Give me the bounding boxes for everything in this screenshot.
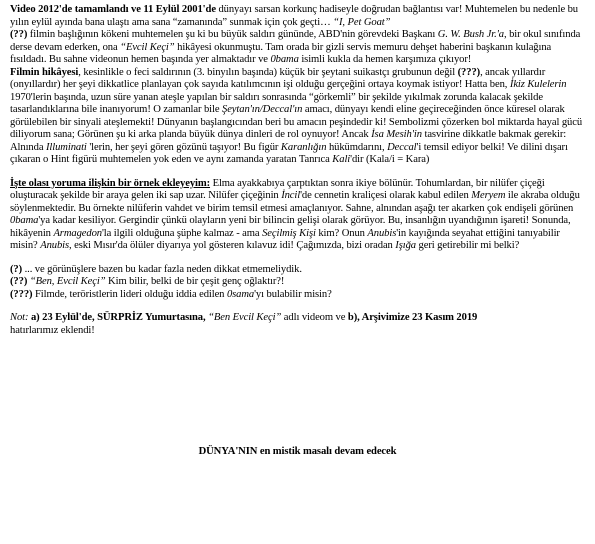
footnote-1 (10, 264, 585, 277)
text-run: tasvirine dikkatle bakmak gerekir: Alnında (10, 129, 567, 153)
spacer (10, 253, 585, 264)
bush-name: G. W. Bush Jr.'a (437, 29, 504, 40)
seytan-deccal: Şeytan'ın/Deccal'ın (222, 104, 303, 115)
text-run: filmin başlığının kökeni muhtemelen şu ki bu büyük saldırı gününde, ABD'nin görevdeki Başkanı (27, 29, 438, 40)
text-run: eski Mısır'da ölüler diyarıya yol gösteren kılavuz idi! Çağımızda, bizi oradan (71, 240, 396, 251)
text-run: ile akraba olduğu söylenmektedir. Bu örnekte nilüferin vahdet ve birim temsil etmesi amaçlanıyor. Sahne, alnından aşağı ter akarken çok endişeli görünen (10, 190, 580, 214)
evcil-keci-title: “Ben, Evcil Keçi” (29, 276, 106, 287)
text-run: , bir okul sınıfında derse devam ederken, ona (10, 29, 581, 53)
text-run: 'la ilgili olduğuna şüphe kalmaz - ama (101, 227, 263, 239)
text-run: kim? Onun (315, 227, 368, 239)
text-run: Elma ayakkabıya çarptıktan sonra ikiye bölünür. Tohumlardan, bir nilüfer çiçeği oluşturacak şekilde bir araya gelen iki sap uzar. Nilüfer çiçeğinin (10, 177, 545, 201)
question-marker: (???) (10, 288, 33, 300)
text-run: Filmde, teröristlerin lideri olduğu iddia edilen (32, 288, 227, 300)
isa-mesih: İsa Mesih'in (371, 129, 422, 140)
text-run: 1970'lerin başında, uzun süre yanan ateşle yapılan bir saldırı sonrasında “görkemli” bir şekilde yıkılmak zorunda kalacak şekilde tasarlandıklarına bile inanıyorum! O zamanlar bile (10, 91, 543, 115)
text-run: dünyayı sarsan korkunç hadiseyle doğrudan bağlantısı var! Muhtemelen bu nedenle bu yılın eylül ayında bana ulaştı ama sana “zamanında” sunmak için çok geçti… (10, 4, 579, 28)
pet-goat-title: “I, Pet Goat” (333, 16, 391, 28)
meryem: Meryem (471, 190, 506, 201)
note-label: Not: (10, 312, 29, 323)
text-run: isimli kukla da hemen karşımıza çıkıyor! (298, 54, 472, 65)
question-marker: (??) (10, 29, 28, 40)
text-run: , kesinlikle o feci saldırının (3. binyılın başında) küçük bir şeytani suikastçı grubunun değil (78, 66, 458, 78)
text-run: 'de cennetin kraliçesi olarak kabul edilen (300, 190, 472, 201)
deccal: Deccal (387, 141, 417, 153)
text-run: 'in kayığında seyahat ettiğini tanıyabilir misin? (10, 227, 560, 251)
obama-name: 0bama (270, 54, 299, 65)
intro-bold-lead: Video 2012'de tamamlandı ve 11 Eylül 2001'de (10, 4, 216, 15)
anubis: Anubis (367, 227, 397, 239)
obama-name: 0bama (10, 215, 39, 226)
text-run: geri getirebilir mi belki? (416, 240, 520, 251)
text-run: 'i temsil ediyor belki! Ve dilini dışarı çıkaran o Hint figürü muhtemelen yok eden ve aynı zamanda yaratan Tanrıca (10, 141, 568, 165)
anubis-2: Anubis, (40, 240, 72, 251)
secilmis-kisi: Seçilmiş Kişi (262, 227, 316, 239)
note-surprise: a) 23 Eylül'de, SÜRPRİZ Yumurtasına, (28, 312, 206, 323)
illuminati: Illuminati (45, 141, 87, 153)
question-marker: (???) (457, 66, 481, 78)
spacer (10, 167, 585, 178)
closing-line: DÜNYA'NIN en mistik masalı devam edecek (198, 446, 397, 457)
text-run: 'lerin, her şeyi gören gözünü taşıyor! Bu figür (86, 141, 281, 153)
twin-towers: İkiz Kulelerin (509, 79, 567, 90)
text-run: 'yı bulabilir misin? (254, 288, 332, 300)
question-marker: (??) (10, 276, 28, 287)
armagedon: Armagedon (53, 227, 102, 239)
incil: İncil (281, 190, 301, 201)
karanligin: Karanlığın (280, 141, 327, 153)
paragraph-story (10, 67, 585, 167)
note-video-title: “Ben Evcil Keçi” (205, 312, 282, 323)
text-run: , ancak yıllardır (onyıllardır) her şeyi dikkatlice planlayan çok sayıda katılımcının işi olduğu gerçeğini ortaya koymak istiyor! Hatta ben, (10, 66, 546, 90)
note-archive: b), Arşivimize 23 Kasım 2019 (347, 312, 478, 323)
isiga: Işığa (395, 240, 416, 251)
text-run: Kim bilir, belki de bir çeşit genç oğlaktır?! (105, 276, 285, 287)
paragraph-interpretation (10, 178, 585, 253)
text-run: ... ve görünüşlere bazen bu kadar fazla neden dikkat etmemeliydik. (22, 263, 302, 275)
footnote-3 (10, 289, 585, 302)
text-run: amacı, dünyayı kendi eline geçireceğinden önce küresel olarak görülebilen bir sinyali ateşlemekti! Dünyanın başlangıcından beri bu amacın peşindedir ki! Sembolizmi çözerken bol miktarda hayal gücü diliyorum sana; Görünen şu ki arka planda büyük dünya dinleri de rol oynuyor! Ancak (10, 104, 583, 140)
evcil-keci-title: “Evcil Keçi” (120, 41, 175, 53)
osama-name: 0sama (226, 288, 255, 300)
text-run: adlı videom ve (281, 312, 348, 323)
interpretation-heading: İşte olası yoruma ilişkin bir örnek ekleyeyim: (10, 177, 211, 189)
text-run: hikâyesi okunmuştu. Tam orada bir gizli servis memuru dehşet haberini başkanın kulağına fısıldadı. Bu sahne videonun hemen başında yer almaktadır ve (10, 41, 552, 65)
text-run: hükümdarını, (326, 141, 388, 153)
note-paragraph (10, 312, 585, 337)
text-run: hatırlarımız eklendi! (10, 324, 95, 336)
question-marker: (?) (10, 263, 23, 275)
paragraph-intro (10, 4, 585, 67)
story-heading: Filmin hikâyesi (10, 66, 79, 78)
kali: Kali (332, 154, 351, 165)
spacer (10, 301, 585, 312)
text-run: 'dir (Kala/i = Kara) (350, 154, 430, 165)
text-run: 'ya kadar kesiliyor. Gergindir çünkü olayların yeni bir bilincin gelişi olarak görüyor. Bu, insanlığın uyandığının işareti! Sonunda, hikâyenin (10, 215, 571, 239)
footnote-2 (10, 276, 585, 289)
